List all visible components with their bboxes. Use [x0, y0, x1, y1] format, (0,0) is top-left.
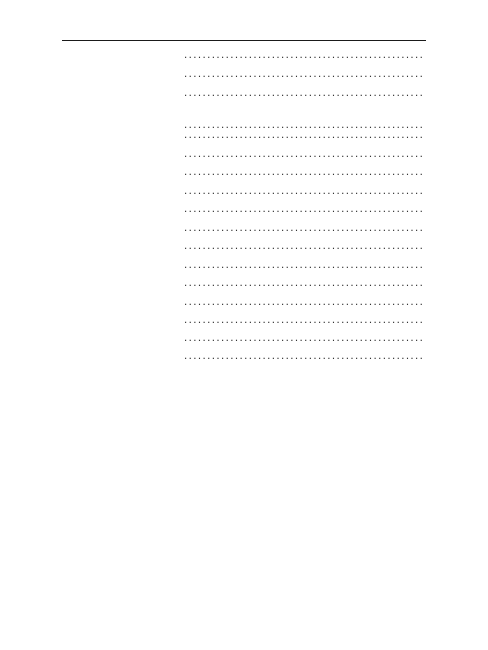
entry-title-line [181, 202, 426, 216]
dot-leader [184, 239, 424, 253]
toc-entry [62, 128, 426, 142]
entry-title-line [181, 184, 426, 198]
toc-entry [62, 221, 426, 235]
entry-title-line [181, 258, 426, 272]
toc-entry [62, 295, 426, 309]
dot-leader [184, 202, 424, 216]
toc-entry [62, 239, 426, 253]
toc-entry [62, 349, 426, 363]
toc-entry [62, 276, 426, 290]
toc-entry [62, 147, 426, 161]
toc-entry [62, 331, 426, 345]
dot-leader [184, 165, 424, 179]
dot-leader [184, 276, 424, 290]
toc-entry [62, 202, 426, 216]
toc-entry [62, 48, 426, 62]
dot-leader [184, 221, 424, 235]
dot-leader [184, 147, 424, 161]
entry-title-line [181, 239, 426, 253]
dot-leader [184, 184, 424, 198]
toc-entry [62, 313, 426, 327]
toc-entry [62, 67, 426, 81]
dot-leader [184, 331, 424, 345]
toc-entry [62, 86, 426, 100]
entry-title-line [181, 67, 426, 81]
entry-title-line [181, 295, 426, 309]
dot-leader [184, 295, 424, 309]
entry-title-line [181, 221, 426, 235]
entry-title-line [181, 165, 426, 179]
running-header [62, 22, 426, 38]
toc-entry [62, 258, 426, 272]
dot-leader [184, 258, 424, 272]
dot-leader [184, 128, 424, 142]
dot-leader [184, 86, 424, 100]
dot-leader [184, 349, 424, 363]
entry-title-line [181, 86, 426, 100]
entry-title-line [181, 48, 426, 62]
toc-entry [62, 184, 426, 198]
dot-leader [184, 67, 424, 81]
header-rule [62, 40, 426, 41]
entry-title-line [181, 331, 426, 345]
entry-title-line [181, 147, 426, 161]
toc-entry [62, 165, 426, 179]
entry-title-line [181, 349, 426, 363]
dot-leader [184, 48, 424, 62]
entry-title-line [181, 313, 426, 327]
entry-title-line [181, 128, 426, 142]
dot-leader [184, 313, 424, 327]
entry-title-line [181, 276, 426, 290]
